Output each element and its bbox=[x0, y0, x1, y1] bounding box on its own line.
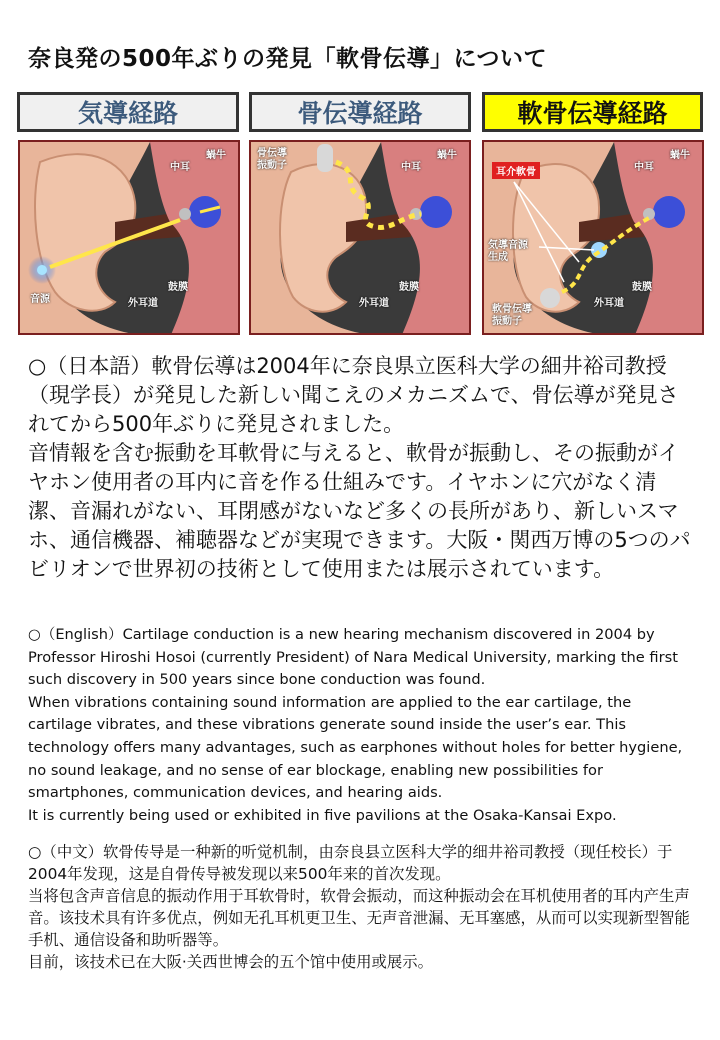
label-ear-canal: 外耳道 bbox=[128, 298, 158, 309]
label-middle-ear: 中耳 bbox=[634, 162, 654, 173]
tab-air-conduction: 気導経路 bbox=[17, 92, 239, 132]
japanese-paragraph-1: ○（日本語）軟骨伝導は2004年に奈良県立医科大学の細井裕司教授（現学長）が発見した新しい聞こえのメカニズムで、骨伝導が発見されてから500年ぶりに発見されました。 bbox=[28, 354, 679, 436]
label-eardrum: 鼓膜 bbox=[168, 282, 188, 293]
japanese-paragraph-2: 音情報を含む振動を耳軟骨に与えると、軟骨が振動し、その振動がイヤホン使用者の耳内に音を作る仕組みです。イヤホンに穴がなく清潔、音漏れがない、耳閉感がないなど多くの長所があり、新しいスマホ、通信機器、補聴器などが実現できます。大阪・関西万博の5つのパビリオンで世界初の技術として使用または展示されています。 bbox=[28, 441, 691, 581]
chinese-description bbox=[28, 841, 698, 973]
tab-bone-conduction: 骨伝導経路 bbox=[249, 92, 471, 132]
english-description bbox=[28, 624, 698, 827]
chinese-paragraph-1: ○（中文）软骨传导是一种新的听觉机制，由奈良县立医科大学的细井裕司教授（现任校长）于2004年发现，这是自骨传导被发现以来500年来的首次发现。 bbox=[28, 843, 673, 883]
japanese-description bbox=[28, 352, 698, 584]
label-middle-ear: 中耳 bbox=[401, 162, 421, 173]
label-cochlea: 蝸牛 bbox=[670, 150, 690, 161]
chinese-paragraph-2: 当将包含声音信息的振动作用于耳软骨时，软骨会振动，而这种振动会在耳机使用者的耳内产生声音。该技术具有许多优点，例如无孔耳机更卫生、无声音泄漏、无耳塞感，从而可以实现新型智能手机、通信设备和助听器等。 bbox=[28, 887, 690, 949]
air-conduction-diagram bbox=[18, 140, 240, 335]
cartilage-vibrator-icon bbox=[540, 288, 560, 308]
label-eardrum: 鼓膜 bbox=[632, 282, 652, 293]
english-paragraph-3: It is currently being used or exhibited in five pavilions at the Osaka-Kansai Expo. bbox=[28, 806, 617, 824]
bone-conduction-diagram bbox=[249, 140, 471, 335]
page-title: 奈良発の500年ぶりの発見「軟骨伝導」について bbox=[28, 46, 548, 72]
english-paragraph-1: ○（English）Cartilage conduction is a new hearing mechanism discovered in 2004 by Professor Hiroshi Hosoi (currently President) of Nara Medical University, marking the first such discovery in 500 years since bone conduction was found. bbox=[28, 626, 678, 689]
label-sound-source: 音源 bbox=[30, 294, 50, 305]
label-cochlea: 蝸牛 bbox=[437, 150, 457, 161]
label-middle-ear: 中耳 bbox=[170, 162, 190, 173]
label-bone-vibrator: 骨伝導 振動子 bbox=[257, 148, 287, 171]
cartilage-conduction-diagram bbox=[482, 140, 704, 335]
label-ear-canal: 外耳道 bbox=[359, 298, 389, 309]
english-paragraph-2: When vibrations containing sound information are applied to the ear cartilage, the cartilage vibrates, and these vibrations generate sound inside the user’s ear. This technology offers many advantages, such as earphones without holes for better hygiene, no sound leakage, and no sense of ear blockage, enabling new possibilities for smartphones, communication devices, and hearing aids. bbox=[28, 693, 683, 802]
bone-vibrator-icon bbox=[317, 144, 333, 172]
chinese-paragraph-3: 目前，该技术已在大阪·关西世博会的五个馆中使用或展示。 bbox=[28, 953, 434, 971]
label-ear-canal: 外耳道 bbox=[594, 298, 624, 309]
label-cochlea: 蝸牛 bbox=[206, 150, 226, 161]
label-ear-cartilage: 耳介軟骨 bbox=[492, 162, 540, 179]
label-eardrum: 鼓膜 bbox=[399, 282, 419, 293]
label-cartilage-vibrator: 軟骨伝導 振動子 bbox=[492, 304, 532, 327]
tab-cartilage-conduction: 軟骨伝導経路 bbox=[482, 92, 703, 132]
label-air-source-generation: 気導音源 生成 bbox=[488, 240, 528, 263]
